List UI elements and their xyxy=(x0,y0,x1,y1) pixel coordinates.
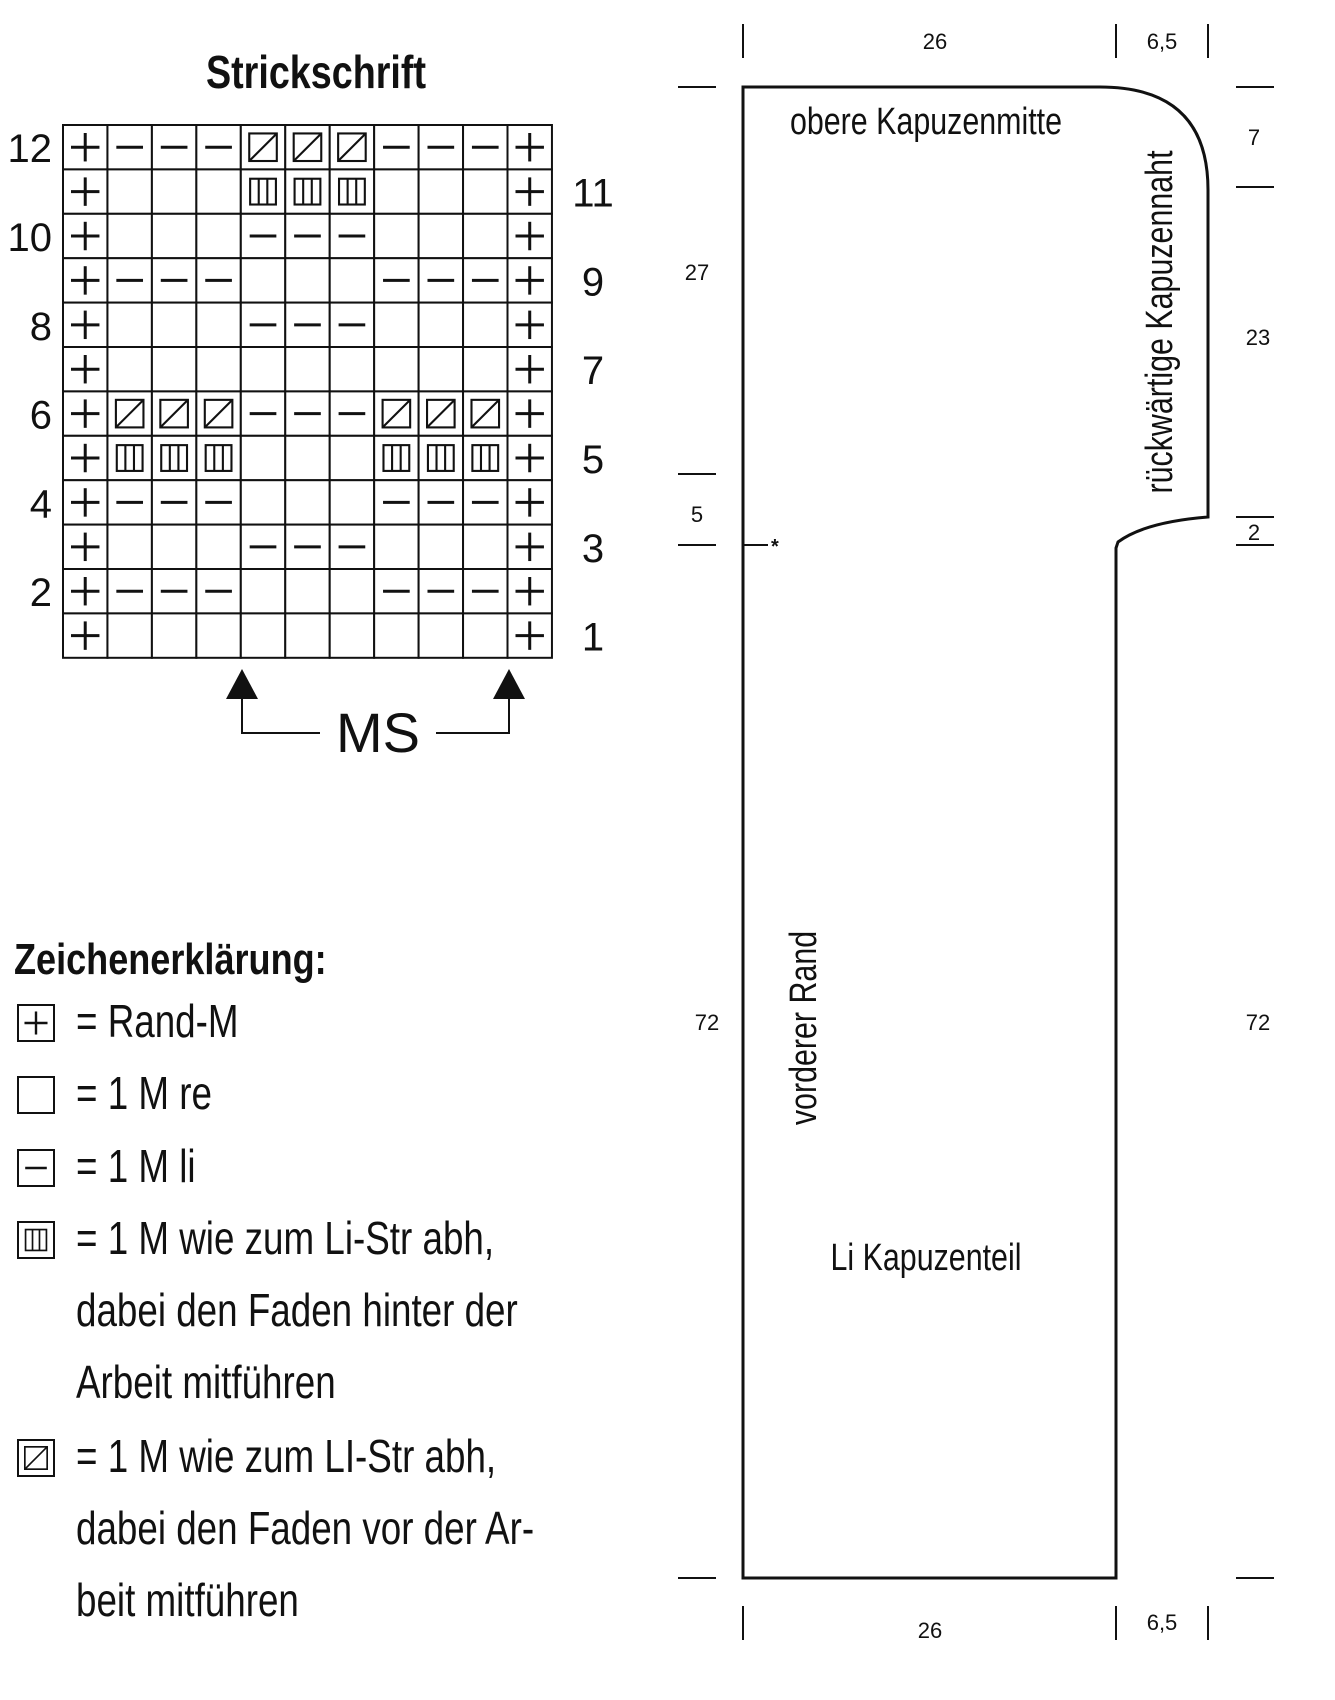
slip-back-cell xyxy=(196,436,240,480)
rand-m-cell xyxy=(508,258,552,302)
purl-icon xyxy=(18,1150,54,1186)
rand-m-cell xyxy=(508,525,552,569)
knit-cell xyxy=(330,569,374,613)
knit-cell xyxy=(285,613,329,657)
repeat-arrow-left-icon xyxy=(226,669,258,699)
repeat-arrow-right-icon xyxy=(493,669,525,699)
purl-cell xyxy=(374,125,418,169)
dim-top-width: 26 xyxy=(922,29,948,54)
ms-label: MS xyxy=(336,701,420,764)
dim-bottom-width: 26 xyxy=(917,1618,943,1643)
knit-cell xyxy=(107,169,151,213)
purl-cell xyxy=(463,480,507,524)
dim-right-small: 2 xyxy=(1247,520,1261,545)
slip-back-cell xyxy=(152,436,196,480)
purl-cell xyxy=(241,391,285,435)
pattern-repeat-marker xyxy=(226,669,525,764)
rand-m-cell xyxy=(508,391,552,435)
knit-cell xyxy=(152,214,196,258)
slip-front-cell xyxy=(196,391,240,435)
knit-cell xyxy=(107,525,151,569)
legend-text-line: dabei den Faden vor der Ar- xyxy=(76,1502,535,1554)
purl-cell xyxy=(196,258,240,302)
purl-cell xyxy=(463,258,507,302)
knit-cell xyxy=(419,525,463,569)
purl-cell xyxy=(107,125,151,169)
purl-cell xyxy=(107,258,151,302)
rand-m-cell xyxy=(508,480,552,524)
asterisk-mark: * xyxy=(771,536,779,558)
row-number-left: 10 xyxy=(7,216,52,260)
knit-cell xyxy=(285,258,329,302)
knit-cell xyxy=(285,480,329,524)
slip-front-cell xyxy=(374,391,418,435)
knit-cell xyxy=(241,258,285,302)
purl-cell xyxy=(241,525,285,569)
knit-cell xyxy=(152,525,196,569)
knit-cell xyxy=(463,525,507,569)
purl-cell xyxy=(285,391,329,435)
knit-cell xyxy=(419,613,463,657)
knit-cell xyxy=(107,347,151,391)
dim-left-total: 72 xyxy=(694,1010,720,1035)
knit-cell xyxy=(241,613,285,657)
knit-cell xyxy=(463,214,507,258)
slip-back-cell xyxy=(285,169,329,213)
purl-cell xyxy=(374,480,418,524)
knit-cell xyxy=(152,169,196,213)
knit-cell xyxy=(330,436,374,480)
knit-cell xyxy=(285,436,329,480)
slip-back-cell xyxy=(419,436,463,480)
knit-cell xyxy=(196,613,240,657)
rand-m-cell xyxy=(63,436,107,480)
rand-m-cell xyxy=(63,480,107,524)
purl-cell xyxy=(241,214,285,258)
knit-cell xyxy=(196,214,240,258)
purl-cell xyxy=(196,569,240,613)
legend-text-line: = 1 M re xyxy=(76,1067,212,1119)
purl-cell xyxy=(419,569,463,613)
legend-item xyxy=(18,1140,196,1192)
rand-m-cell xyxy=(508,125,552,169)
purl-cell xyxy=(107,569,151,613)
purl-cell xyxy=(330,391,374,435)
knit-cell xyxy=(152,347,196,391)
row-number-left: 2 xyxy=(29,571,52,616)
knit-cell xyxy=(107,214,151,258)
slip-back-icon xyxy=(18,1222,54,1258)
slip-front-cell xyxy=(241,125,285,169)
hood-schematic xyxy=(678,24,1274,1643)
purl-cell xyxy=(374,569,418,613)
slip-back-cell xyxy=(330,169,374,213)
purl-cell xyxy=(152,480,196,524)
row-number-right: 11 xyxy=(572,171,614,216)
legend-text-line: = 1 M wie zum Li-Str abh, xyxy=(76,1212,495,1264)
slip-front-cell xyxy=(285,125,329,169)
purl-cell xyxy=(241,303,285,347)
knit-cell xyxy=(419,303,463,347)
knit-cell xyxy=(374,214,418,258)
rand-m-cell xyxy=(63,391,107,435)
purl-cell xyxy=(152,258,196,302)
knit-cell xyxy=(463,303,507,347)
knit-cell xyxy=(241,347,285,391)
knit-cell xyxy=(330,480,374,524)
row-number-right: 3 xyxy=(581,526,605,571)
legend-item xyxy=(18,1067,212,1119)
knit-cell xyxy=(196,347,240,391)
purl-cell xyxy=(196,480,240,524)
knit-cell xyxy=(463,169,507,213)
knit-cell xyxy=(463,613,507,657)
rand-m-icon xyxy=(18,1005,54,1041)
row-number-left: 4 xyxy=(29,482,52,527)
rand-m-cell xyxy=(63,258,107,302)
legend-text-line: dabei den Faden hinter der xyxy=(76,1284,518,1336)
dim-right-total: 72 xyxy=(1245,1010,1271,1035)
legend-title: Zeichenerklärung: xyxy=(14,934,327,984)
row-number-left: 12 xyxy=(7,127,52,172)
dim-left-small: 5 xyxy=(690,502,704,527)
purl-cell xyxy=(285,214,329,258)
legend-text-line: = Rand-M xyxy=(76,995,239,1047)
dim-bottom-extra: 6,5 xyxy=(1146,1610,1178,1635)
legend-item xyxy=(18,1430,534,1626)
knit-cell xyxy=(374,525,418,569)
knit-cell xyxy=(107,613,151,657)
purl-cell xyxy=(196,125,240,169)
dim-right-top: 7 xyxy=(1247,125,1261,150)
slip-front-cell xyxy=(152,391,196,435)
knit-cell xyxy=(107,303,151,347)
knit-cell xyxy=(330,613,374,657)
chart-title: Strickschrift xyxy=(205,46,427,98)
slip-front-icon xyxy=(18,1440,54,1476)
dim-top-extra: 6,5 xyxy=(1146,29,1178,54)
rand-m-cell xyxy=(508,436,552,480)
knit-icon xyxy=(18,1077,54,1113)
purl-cell xyxy=(374,258,418,302)
rand-m-cell xyxy=(508,214,552,258)
knit-cell xyxy=(196,525,240,569)
label-back-seam: rückwärtige Kapuzennaht xyxy=(1138,150,1181,494)
slip-back-cell xyxy=(374,436,418,480)
rand-m-cell xyxy=(508,569,552,613)
purl-cell xyxy=(419,258,463,302)
knit-cell xyxy=(330,347,374,391)
purl-cell xyxy=(330,525,374,569)
knit-cell xyxy=(241,569,285,613)
purl-cell xyxy=(285,303,329,347)
knit-cell xyxy=(285,569,329,613)
rand-m-cell xyxy=(63,214,107,258)
knit-cell xyxy=(463,347,507,391)
legend-item xyxy=(18,1212,518,1408)
knit-cell xyxy=(419,214,463,258)
slip-back-cell xyxy=(463,436,507,480)
row-number-left: 6 xyxy=(29,393,52,438)
purl-cell xyxy=(419,125,463,169)
slip-front-cell xyxy=(463,391,507,435)
legend-list xyxy=(18,995,534,1626)
purl-cell xyxy=(285,525,329,569)
rand-m-cell xyxy=(63,525,107,569)
legend-item xyxy=(18,995,239,1047)
knit-cell xyxy=(285,347,329,391)
knit-cell xyxy=(374,613,418,657)
purl-cell xyxy=(152,569,196,613)
stitch-chart-grid xyxy=(63,125,552,658)
row-numbers-right xyxy=(572,172,614,660)
row-number-left: 8 xyxy=(29,304,52,349)
slip-back-cell xyxy=(107,436,151,480)
row-number-right: 1 xyxy=(581,615,605,660)
slip-front-cell xyxy=(107,391,151,435)
knit-cell xyxy=(241,436,285,480)
knit-cell xyxy=(330,258,374,302)
purl-cell xyxy=(463,569,507,613)
knit-cell xyxy=(419,347,463,391)
rand-m-cell xyxy=(508,303,552,347)
purl-cell xyxy=(463,125,507,169)
legend-text-line: = 1 M li xyxy=(76,1140,196,1192)
rand-m-cell xyxy=(63,303,107,347)
rand-m-cell xyxy=(508,613,552,657)
row-number-right: 7 xyxy=(581,349,605,394)
legend-text-line: beit mitführen xyxy=(76,1574,299,1626)
rand-m-cell xyxy=(63,569,107,613)
label-piece-name: Li Kapuzenteil xyxy=(830,1236,1022,1279)
purl-cell xyxy=(107,480,151,524)
rand-m-cell xyxy=(508,169,552,213)
purl-cell xyxy=(152,125,196,169)
purl-cell xyxy=(419,480,463,524)
knit-cell xyxy=(419,169,463,213)
knit-cell xyxy=(152,303,196,347)
rand-m-cell xyxy=(508,347,552,391)
slip-front-cell xyxy=(330,125,374,169)
slip-front-cell xyxy=(419,391,463,435)
knit-cell xyxy=(196,169,240,213)
legend-text-line: Arbeit mitführen xyxy=(76,1356,336,1408)
rand-m-cell xyxy=(63,125,107,169)
dim-right-middle: 23 xyxy=(1245,325,1271,350)
knit-cell xyxy=(196,303,240,347)
knit-cell xyxy=(152,613,196,657)
knit-cell xyxy=(374,347,418,391)
purl-cell xyxy=(330,303,374,347)
knit-cell xyxy=(241,480,285,524)
legend-text-line: = 1 M wie zum LI-Str abh, xyxy=(76,1430,497,1482)
dim-left-upper: 27 xyxy=(684,260,710,285)
label-front-edge: vorderer Rand xyxy=(782,930,825,1126)
label-top-center: obere Kapuzenmitte xyxy=(789,100,1063,143)
rand-m-cell xyxy=(63,347,107,391)
row-number-right: 9 xyxy=(581,260,605,305)
rand-m-cell xyxy=(63,169,107,213)
knit-cell xyxy=(374,303,418,347)
slip-back-cell xyxy=(241,169,285,213)
row-number-right: 5 xyxy=(581,438,605,482)
row-numbers-left xyxy=(8,127,53,615)
rand-m-cell xyxy=(63,613,107,657)
knit-cell xyxy=(374,169,418,213)
purl-cell xyxy=(330,214,374,258)
